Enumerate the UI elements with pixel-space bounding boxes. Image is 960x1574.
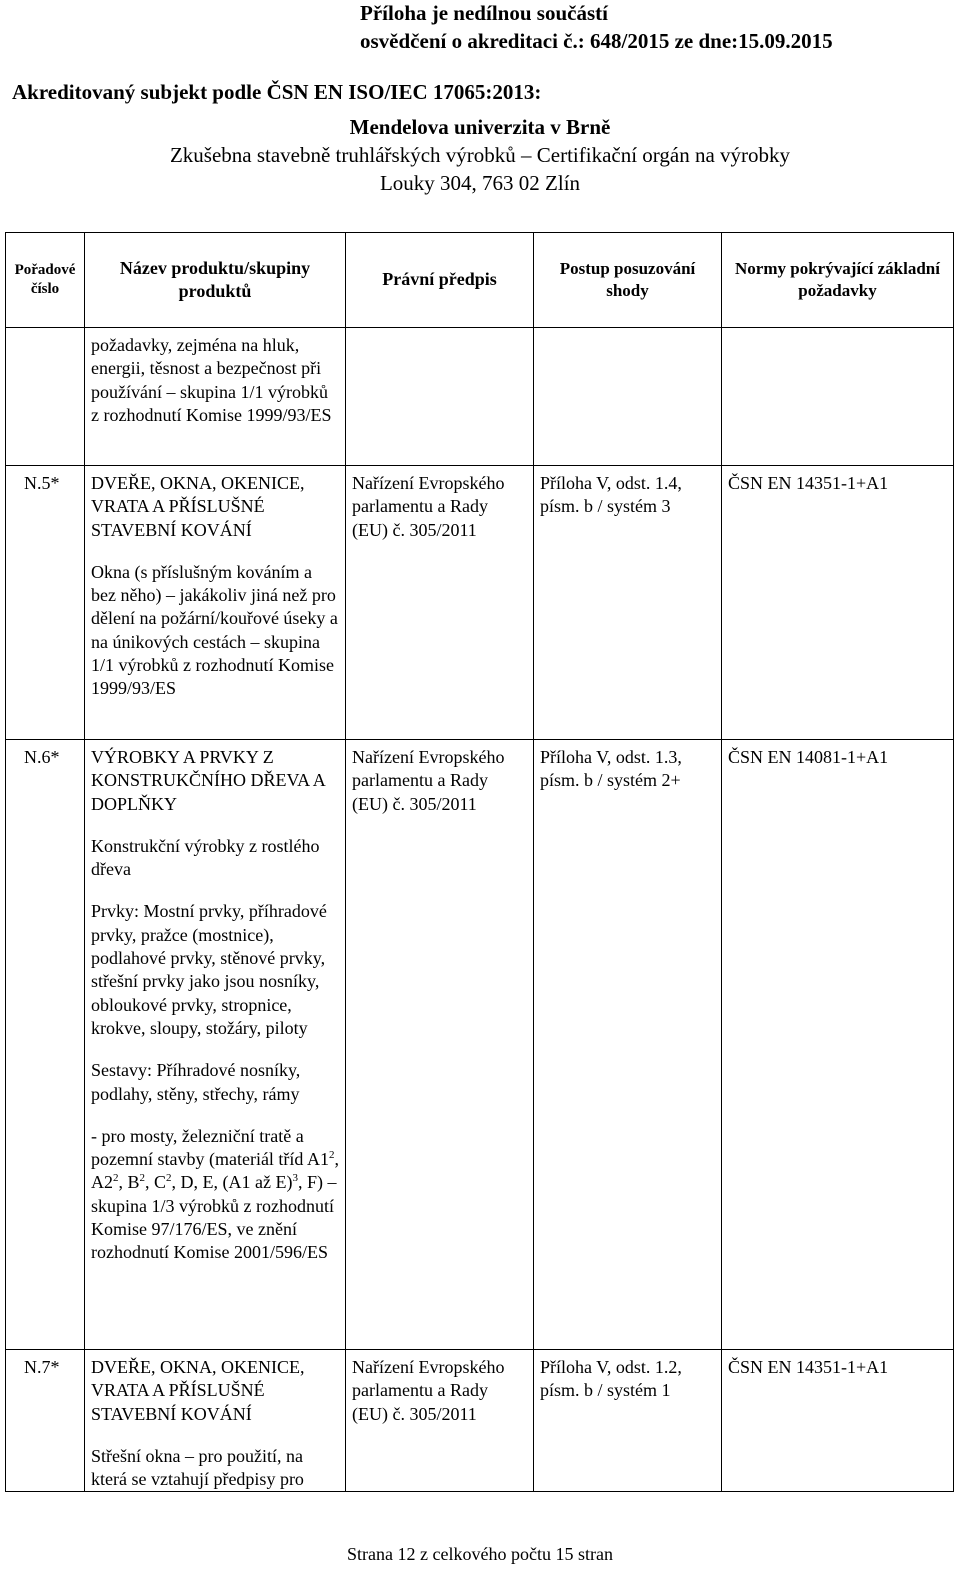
- col-header-number: Pořadové číslo: [6, 233, 85, 328]
- product-note: Sestavy: Příhradové nosníky, podlahy, stěny, střechy, rámy: [91, 1060, 301, 1104]
- regulation: Nařízení Evropského parlamentu a Rady (EU) č. 305/2011: [346, 1350, 534, 1492]
- col-header-standards: Normy pokrývající základní požadavky: [722, 233, 954, 328]
- procedure: Příloha V, odst. 1.3, písm. b / systém 2+: [534, 740, 722, 1350]
- product-note: Prvky: Mostní prvky, příhradové prvky, pražce (mostnice), podlahové prvky, stěnové prvky, střešní prvky jako jsou nosníky, obloukové prvky, stropnice, krokve, sloupy, stožáry, piloty: [91, 901, 327, 1038]
- product-name: DVEŘE, OKNA, OKENICE, VRATA A PŘÍSLUŠNÉ STAVEBNÍ KOVÁNÍ: [91, 473, 305, 540]
- table-row: [6, 328, 954, 466]
- attachment-line-1: Příloha je nedílnou součástí: [360, 1, 608, 25]
- product-note: - pro mosty, železniční tratě a pozemní stavby (materiál tříd $A1^2$, $A2^2$, $B^2$, $C^2$, D, E, (A1 až E)$^3$, F) – skupina 1/3 výrobků z rozhodnutí Komise 97/176/ES, ve znění rozhodnutí Komise 2001/596/ES: [91, 1125, 339, 1263]
- table-row: [6, 466, 954, 740]
- product-name: VÝROBKY A PRVKY Z KONSTRUKČNÍHO DŘEVA A DOPLŇKY: [91, 747, 325, 814]
- product-note: Okna (s příslušným kováním a bez něho) – jakákoliv jiná než pro dělení na požární/kouřové úseky a na únikových cestách – skupina 1/1 výrobků z rozhodnutí Komise 1999/93/ES: [91, 561, 338, 699]
- standard: ČSN EN 14081-1+A1: [722, 740, 954, 1350]
- university-name: Mendelova univerzita v Brně: [349, 115, 611, 139]
- accredited-subject: Akreditovaný subjekt podle ČSN EN ISO/IEC 17065:2013:: [12, 80, 542, 104]
- procedure: Příloha V, odst. 1.2, písm. b / systém 1: [534, 1350, 722, 1492]
- standard: ČSN EN 14351-1+A1: [722, 1350, 954, 1492]
- attachment-line-2: osvědčení o akreditaci č.: 648/2015 ze dne:15.09.2015: [360, 29, 833, 53]
- table-row: [6, 1350, 954, 1492]
- row-number: N.6*: [6, 740, 85, 1350]
- page-footer: Strana 12 z celkového počtu 15 stran: [347, 1544, 613, 1564]
- col-header-procedure: Postup posuzování shody: [534, 233, 722, 328]
- row-number: N.5*: [6, 466, 85, 740]
- accreditation-table: [5, 232, 954, 1492]
- standard: ČSN EN 14351-1+A1: [722, 466, 954, 740]
- table-header-row: [6, 233, 954, 328]
- table-row: [6, 740, 954, 1350]
- regulation: Nařízení Evropského parlamentu a Rady (EU) č. 305/2011: [346, 740, 534, 1350]
- address: Louky 304, 763 02 Zlín: [379, 171, 581, 195]
- procedure: Příloha V, odst. 1.4, písm. b / systém 3: [534, 466, 722, 740]
- col-header-regulation: Právní předpis: [346, 233, 534, 328]
- product-note: Střešní okna – pro použití, na která se vztahují předpisy pro: [91, 1445, 304, 1490]
- product-note: Konstrukční výrobky z rostlého dřeva: [91, 835, 320, 880]
- product-name: DVEŘE, OKNA, OKENICE, VRATA A PŘÍSLUŠNÉ STAVEBNÍ KOVÁNÍ: [91, 1357, 305, 1424]
- lab-name: Zkušebna stavebně truhlářských výrobků – Certifikační orgán na výrobky: [169, 143, 791, 167]
- col-header-product: Název produktu/skupiny produktů: [85, 233, 346, 328]
- continuation-text: požadavky, zejména na hluk, energii, těsnost a bezpečnost při používání – skupina 1/1 výrobků z rozhodnutí Komise 1999/93/ES: [85, 328, 346, 466]
- row-number: N.7*: [6, 1350, 85, 1492]
- regulation: Nařízení Evropského parlamentu a Rady (EU) č. 305/2011: [346, 466, 534, 740]
